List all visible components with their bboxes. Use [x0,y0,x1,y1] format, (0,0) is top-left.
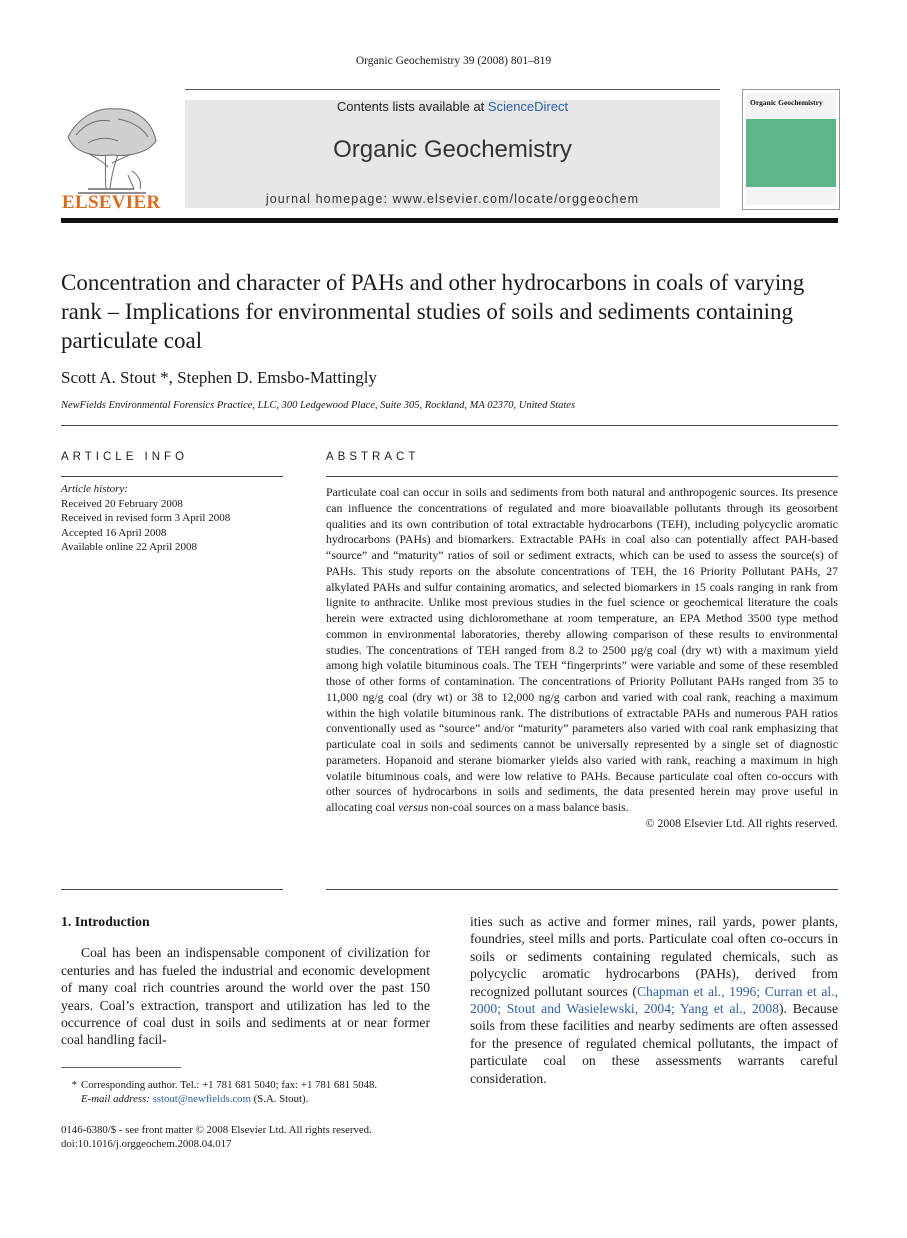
intro-paragraph-right-a: ities such as active and former mines, rail yards, power plants, foundries, steel mills and ports. Particulate coal often co-occurs in soils or sediments containing regulated chemicals, such as polycyclic aromatic hydrocarbons (PAHs), derived from recognized pollutant sources ( [470,914,838,999]
abstract-text: Particulate coal can occur in soils and sediments from both natural and anthropogenic sources. Its presence can influence the concentrations of regulated and more bioavailable pollutants through its geosorbent qualities and its own contribution of total extractable hydrocarbons (TEH), including polycyclic aromatic hydrocarbons (PAHs) and biomarkers. Extractable PAHs in coal also can potentially affect PAH-based “source” and “maturity” ratios of soil or sediment extracts, which can be used to assess the source(s) of PAHs. This study reports on the absolute concentrations of TEH, the 16 Priority Pollutant PAHs, 27 alkylated PAHs and sulfur containing aromatics, and selected biomarkers in 15 coals ranging in rank from lignite to anthracite. Unlike most previous studies in the fuel science or geochemical literature the coals herein were extracted using dichloromethane at room temperature, an EPA Method 3500 type method common in environmental laboratories, thereby allowing comparison of these results to environmental studies. The concentrations of TEH ranged from 8.2 to 2500 µg/g coal (dry wt) with a maximum yield among high volatile bituminous coals. The TEH “fingerprints” were variable and some of these resembled those of other forms of contamination. The concentrations of Priority Pollutant PAHs ranged from 35 to 11,000 ng/g coal (dry wt) or 38 to 12,000 ng/g carbon and varied with coal rank, reaching a maximum within the high volatile bituminous rank. The distributions of extractable PAHs and numerous PAH ratios conventionally used as “source” and/or “maturity” parameters also varied with coal rank emphasizing that particulate coal in soils and sediments cannot be universally represented by a single set of diagnostic parameters. Hopanoid and sterane biomarker yields also varied with rank, reaching a maximum in high volatile bituminous coals, and were low relative to PAHs. Because particulate coal often co-occurs with other sources of hydrocarbons in soils and sediments, the data presented herein may prove useful in allocating coal [326,485,838,814]
article-info-rule [61,476,283,477]
received-date: Received 20 February 2008 [61,497,183,510]
title-bottom-rule [61,425,838,426]
cover-footer [746,187,836,205]
email-suffix: (S.A. Stout). [250,1093,309,1105]
history-label: Article history: [61,483,128,495]
intro-heading: 1. Introduction [61,914,150,929]
article-authors: Scott A. Stout *, Stephen D. Emsbo-Mattingly [61,368,377,387]
intro-right-column [470,913,838,1087]
running-head: Organic Geochemistry 39 (2008) 801–819 [355,55,552,67]
citation-links[interactable]: Chapman et al., 1996; Curran et al., 2000; Stout and Wasielewski, 2004; Yang et al., 2008 [470,983,838,1017]
contents-prefix: Contents lists available at [336,99,488,114]
article-title: Concentration and character of PAHs and other hydrocarbons in coals of varying rank – Implications for environmental studies of soils and sediments containing particulate coal [61,270,805,353]
intro-paragraph-right-b: ). Because soils from these facilities and nearby sediments are often assessed for the presence of regulated chemical pollutants, the impact of particulate coal on these assessments warrants careful consideration. [470,1001,838,1086]
elsevier-wordmark: ELSEVIER [62,192,161,213]
cover-title: Organic Geochemistry [750,98,823,107]
doi-line[interactable]: doi:10.1016/j.orggeochem.2008.04.017 [61,1138,232,1150]
accepted-date: Accepted 16 April 2008 [61,526,167,539]
email-link[interactable]: sstout@newfields.com [152,1093,251,1105]
journal-homepage[interactable]: journal homepage: www.elsevier.com/locate/orggeochem [265,192,640,206]
journal-name: Organic Geochemistry [333,136,572,163]
sciencedirect-link[interactable]: ScienceDirect [487,99,569,114]
corresponding-author-footnote [61,1078,430,1106]
online-date: Available online 22 April 2008 [61,541,198,553]
footnote-rule [61,1067,181,1068]
abstract-versus: versus [398,800,429,814]
journal-cover-thumbnail [742,89,840,210]
footnote-contact: Corresponding author. Tel.: +1 781 681 5040; fax: +1 781 681 5048. [81,1079,378,1091]
footnote-mark: * [71,1079,77,1091]
abstract-copyright: © 2008 Elsevier Ltd. All rights reserved. [645,815,838,830]
abstract-bottom-rule [326,889,838,890]
abstract-body [326,485,838,832]
abstract-label: ABSTRACT [326,451,420,463]
article-info-label: ARTICLE INFO [61,451,189,463]
header-thick-rule [61,218,838,223]
intro-left-column [61,913,430,1049]
abstract-rule [326,476,838,477]
email-label: E-mail address: [81,1093,150,1105]
cover-masthead [746,93,836,119]
issn-doi-block [61,1123,441,1151]
author-affiliation: NewFields Environmental Forensics Practice, LLC, 300 Ledgewood Place, Suite 305, Rockland, MA 02370, United States [61,400,576,411]
abstract-text-end: non-coal sources on a mass balance basis. [428,800,629,814]
article-history [61,482,291,555]
article-info-bottom-rule [61,889,283,890]
intro-paragraph-left: Coal has been an indispensable component of civilization for centuries and has fueled the industrial and economic development of many coal rich countries around the world over the past 150 years. Coal’s extraction, transport and utilization has led to the occurrence of coal dust in soils and sediments at or near former coal handling facil- [61,945,430,1048]
revised-date: Received in revised form 3 April 2008 [61,512,231,524]
cover-green-panel [746,93,836,205]
header-top-rule [185,89,720,90]
issn-line: 0146-6380/$ - see front matter © 2008 Elsevier Ltd. All rights reserved. [61,1124,372,1136]
contents-line [185,99,720,114]
